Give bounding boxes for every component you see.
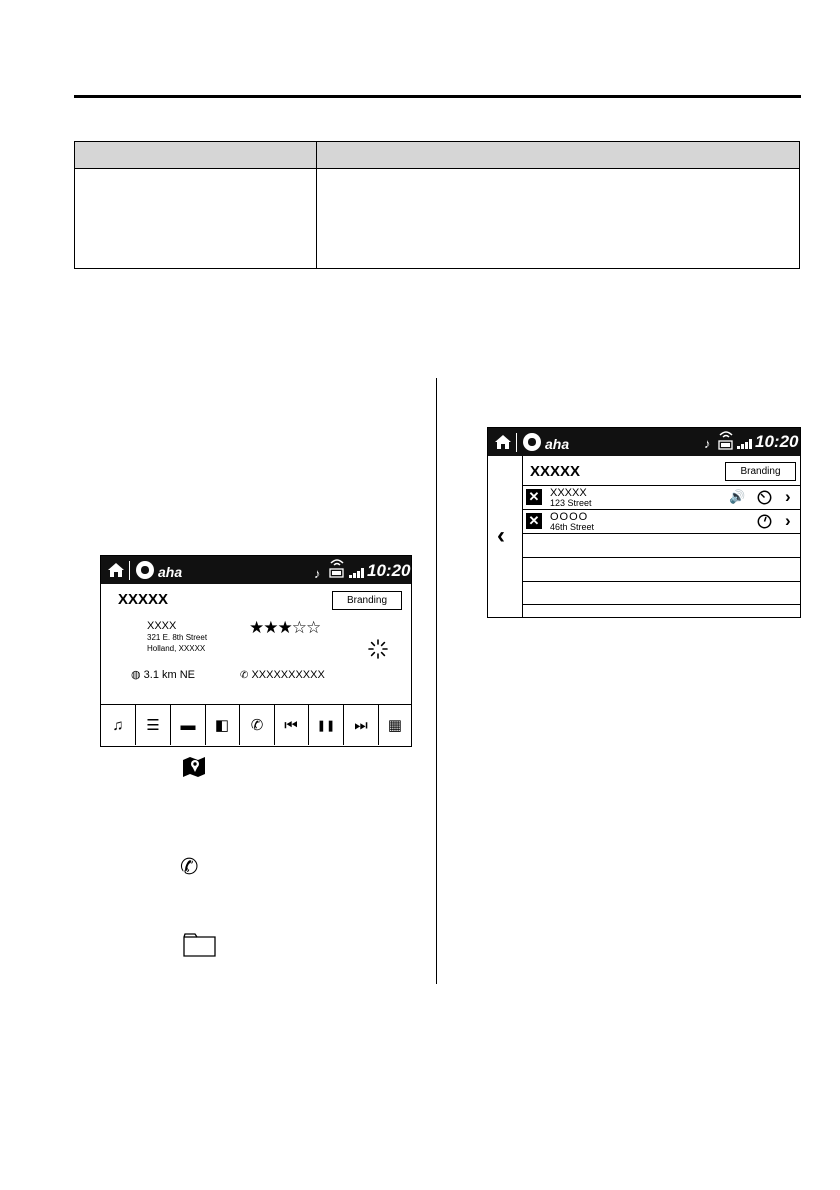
status-divider (129, 561, 130, 580)
back-button[interactable] (488, 456, 523, 618)
item-subtitle: 123 Street (550, 498, 592, 508)
app-name: aha (158, 564, 183, 580)
branding-button[interactable]: Branding (332, 591, 402, 610)
status-bar (488, 428, 800, 456)
clock: 10:20 (755, 432, 799, 451)
music-note-icon: ♪ (314, 566, 321, 581)
table-header-row (75, 142, 799, 169)
item-title: XXXXX (550, 487, 587, 499)
chevron-right-icon[interactable]: › (785, 487, 791, 506)
item-subtitle: 46th Street (550, 522, 595, 532)
list-item[interactable] (523, 581, 801, 604)
list-item[interactable] (523, 509, 801, 533)
chevron-left-icon: ‹ (497, 522, 505, 549)
phone-number: XXXXXXXXXX (251, 669, 325, 681)
app-name: aha (545, 436, 570, 452)
item-title: OOOO (550, 511, 589, 523)
list-item[interactable] (523, 557, 801, 581)
control-toolbar (101, 704, 411, 745)
folder-icon[interactable]: ▬ (171, 705, 206, 745)
clock: 10:20 (367, 561, 411, 580)
wifi-battery-icon (328, 557, 346, 579)
status-bar (101, 556, 411, 584)
home-icon[interactable] (494, 434, 512, 450)
close-icon[interactable]: ✕ (526, 489, 542, 505)
aha-logo-icon (523, 433, 541, 451)
phone-small-icon: ✆ (240, 670, 249, 681)
music-icon[interactable]: ♫ (101, 705, 136, 745)
map-icon[interactable]: ◧ (205, 705, 240, 745)
globe-icon: ◍ (131, 669, 141, 681)
pause-icon[interactable]: ❚❚ (309, 705, 344, 745)
table-column-divider (316, 142, 317, 268)
home-icon[interactable] (107, 562, 125, 578)
list-icon[interactable]: ☰ (136, 705, 171, 745)
header-rule (74, 95, 801, 98)
previous-track-icon[interactable]: ⏮ (274, 705, 309, 745)
phone-row[interactable] (240, 669, 325, 681)
timer-icon[interactable] (757, 514, 772, 529)
map-icon (182, 756, 206, 778)
phone-icon[interactable]: ✆ (240, 705, 275, 745)
list-title: XXXXX (530, 463, 581, 480)
music-note-icon: ♪ (704, 436, 711, 451)
info-table (74, 141, 800, 269)
loading-spinner-icon (367, 638, 389, 660)
distance-value: 3.1 km NE (143, 669, 196, 681)
address-line-1: 321 E. 8th Street (147, 633, 208, 642)
folder-icon (183, 933, 216, 957)
timer-icon[interactable] (757, 490, 772, 505)
aha-logo-icon (136, 561, 154, 579)
equalizer-icon[interactable]: ▦ (387, 717, 403, 734)
column-divider (436, 378, 437, 984)
speaker-icon: 🔊 (729, 489, 746, 504)
aha-list-screen (487, 427, 801, 618)
aha-now-playing-screen (100, 555, 412, 747)
chevron-right-icon[interactable]: › (785, 511, 791, 530)
wifi-battery-icon (717, 429, 735, 451)
phone-icon: ✆ (180, 854, 199, 879)
station-title: XXXXX (118, 591, 169, 608)
status-divider (516, 433, 517, 452)
signal-strength-icon (349, 568, 365, 578)
list-item[interactable] (523, 485, 801, 509)
next-track-icon[interactable]: ⏭ (344, 705, 379, 745)
distance-row (131, 668, 195, 681)
branding-button[interactable]: Branding (725, 462, 796, 481)
list-item[interactable] (523, 604, 801, 618)
rating-stars: ★★★☆☆ (249, 618, 321, 637)
close-icon[interactable]: ✕ (526, 513, 542, 529)
address-line-2: Holland, XXXXX (147, 644, 206, 653)
list-item[interactable] (523, 533, 801, 557)
signal-strength-icon (737, 439, 753, 449)
place-name: XXXX (147, 620, 177, 632)
